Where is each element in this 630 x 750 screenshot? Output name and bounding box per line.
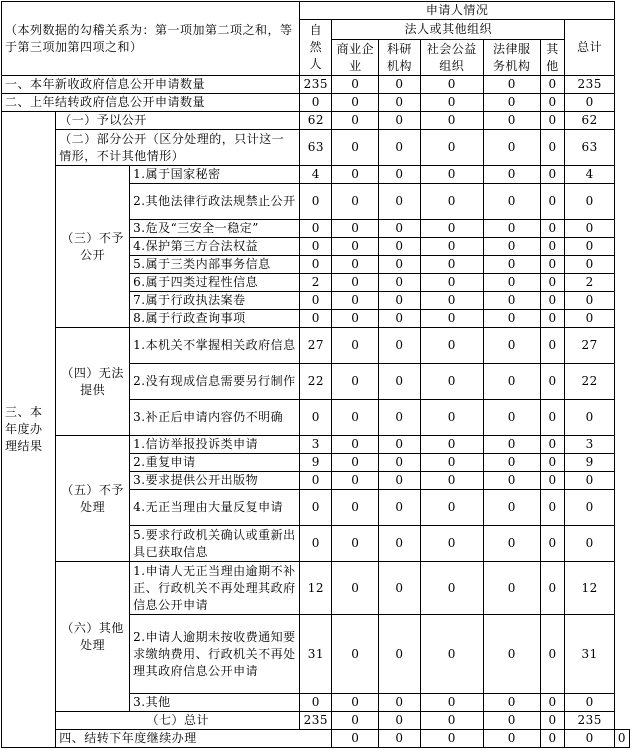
value-cell: 0 [420,328,483,364]
value-cell: 0 [565,292,614,310]
value-cell: 0 [565,220,614,238]
sub-item-label: 6.属于四类过程性信息 [130,274,300,292]
value-cell: 0 [420,526,483,562]
value-cell: 0 [379,256,420,274]
value-cell: 0 [483,730,540,748]
value-cell: 27 [300,328,332,364]
table-row [2,112,630,130]
value-cell: 0 [420,694,483,712]
value-cell: 0 [565,400,614,436]
sub-item-label: 5.属于三类内部事务信息 [130,256,300,274]
value-cell: 0 [540,166,565,184]
value-cell: 0 [483,238,540,256]
value-cell: 0 [300,238,332,256]
value-cell: 31 [565,615,614,694]
value-cell: 0 [332,712,379,730]
value-cell: 0 [483,274,540,292]
sub-item-label: 2.重复申请 [130,454,300,472]
sub-item-label: 4.无正当理由大量反复申请 [130,490,300,526]
value-cell: 2 [565,274,614,292]
value-cell: 0 [379,184,420,220]
value-cell: 0 [483,490,540,526]
header-legal-group: 法人或其他组织 [332,20,565,40]
value-cell: 0 [540,112,565,130]
value-cell: 0 [300,256,332,274]
value-cell: 0 [483,694,540,712]
value-cell: 0 [332,490,379,526]
sub-item-label: 3.补正后申请内容仍不明确 [130,400,300,436]
header-commercial: 商业企业 [332,40,379,76]
value-cell: 3 [300,436,332,454]
sub-item-label: 1.信访举报投诉类申请 [130,436,300,454]
value-cell: 0 [540,328,565,364]
value-cell: 0 [332,238,379,256]
sub-item-label: 3.要求提供公开出版物 [130,472,300,490]
value-cell: 0 [420,220,483,238]
value-cell: 0 [379,712,420,730]
header-social: 社会公益组织 [420,40,483,76]
value-cell: 0 [483,400,540,436]
row-label-carry-next: 四、结转下年度继续办理 [56,730,332,748]
table-row [2,328,630,364]
value-cell: 0 [540,292,565,310]
header-note: （本列数据的勾稽关系为：第一项加第二项之和，等于第三项加第四项之和） [2,2,300,76]
value-cell: 4 [300,166,332,184]
value-cell: 12 [300,562,332,615]
value-cell: 0 [332,454,379,472]
table-row [2,166,630,184]
value-cell: 0 [379,130,420,166]
value-cell: 0 [300,310,332,328]
value-cell: 0 [565,184,614,220]
value-cell: 0 [540,400,565,436]
value-cell: 0 [540,562,565,615]
value-cell: 0 [420,94,483,112]
value-cell: 0 [420,184,483,220]
value-cell: 0 [540,730,565,748]
value-cell: 0 [540,364,565,400]
value-cell: 0 [379,526,420,562]
table-row [2,730,630,748]
value-cell: 0 [332,184,379,220]
value-cell: 0 [379,694,420,712]
value-cell: 0 [379,364,420,400]
row-label-r1: （一）予以公开 [56,112,300,130]
header-research: 科研机构 [379,40,420,76]
sub-item-label: 1.申请人无正当理由逾期不补正、行政机关不再处理其政府信息公开申请 [130,562,300,615]
value-cell: 0 [332,112,379,130]
value-cell: 0 [379,112,420,130]
value-cell: 0 [300,472,332,490]
value-cell: 12 [565,562,614,615]
value-cell: 0 [420,76,483,94]
row-label-r7: （七）总计 [56,712,300,730]
value-cell: 0 [420,310,483,328]
value-cell: 0 [540,454,565,472]
value-cell: 0 [483,220,540,238]
value-cell: 0 [332,562,379,615]
value-cell: 0 [483,76,540,94]
value-cell: 0 [420,472,483,490]
value-cell: 0 [300,694,332,712]
value-cell: 0 [332,436,379,454]
value-cell: 63 [300,130,332,166]
value-cell: 0 [332,310,379,328]
value-cell: 0 [420,562,483,615]
sub-item-label: 3.其他 [130,694,300,712]
value-cell: 0 [540,274,565,292]
value-cell: 0 [379,615,420,694]
value-cell: 0 [420,712,483,730]
value-cell: 0 [300,184,332,220]
value-cell: 0 [540,130,565,166]
value-cell: 0 [540,238,565,256]
value-cell: 0 [332,400,379,436]
value-cell: 0 [379,220,420,238]
value-cell: 0 [379,472,420,490]
value-cell: 0 [300,292,332,310]
value-cell: 0 [420,454,483,472]
table-row [2,94,630,112]
table-row [2,562,630,615]
value-cell: 0 [540,94,565,112]
value-cell: 235 [565,712,614,730]
value-cell: 0 [540,526,565,562]
value-cell: 0 [483,94,540,112]
value-cell: 31 [300,615,332,694]
header-other: 其他 [540,40,565,76]
value-cell: 0 [332,292,379,310]
value-cell: 0 [379,292,420,310]
value-cell: 63 [565,130,614,166]
value-cell: 0 [483,130,540,166]
group-label-s4: （四）无法提供 [56,328,130,436]
value-cell: 3 [565,436,614,454]
value-cell: 0 [483,472,540,490]
value-cell: 0 [565,730,614,748]
value-cell: 0 [332,76,379,94]
value-cell: 0 [483,328,540,364]
sub-item-label: 8.属于行政查询事项 [130,310,300,328]
value-cell: 27 [565,328,614,364]
value-cell: 0 [420,238,483,256]
row-label-r2: （二）部分公开（区分处理的，只计这一情形，不计其他情形） [56,130,300,166]
value-cell: 0 [332,730,379,748]
value-cell: 0 [420,730,483,748]
value-cell: 0 [379,274,420,292]
value-cell: 0 [540,76,565,94]
value-cell: 0 [332,256,379,274]
table-row [2,130,630,166]
value-cell: 0 [540,694,565,712]
value-cell: 0 [332,166,379,184]
value-cell: 0 [332,220,379,238]
value-cell: 0 [483,112,540,130]
sub-item-label: 2.其他法律行政法规禁止公开 [130,184,300,220]
value-cell: 0 [300,400,332,436]
value-cell: 0 [540,256,565,274]
value-cell: 0 [332,615,379,694]
value-cell: 0 [332,94,379,112]
value-cell: 0 [614,730,629,748]
row-label-carried-in: 二、上年结转政府信息公开申请数量 [2,94,300,112]
value-cell: 0 [300,490,332,526]
value-cell: 0 [565,238,614,256]
value-cell: 0 [483,184,540,220]
value-cell: 0 [379,76,420,94]
sub-item-label: 3.危及“三安全一稳定” [130,220,300,238]
value-cell: 235 [300,76,332,94]
value-cell: 0 [540,490,565,526]
value-cell: 0 [420,112,483,130]
value-cell: 0 [379,730,420,748]
value-cell: 0 [420,436,483,454]
sub-item-label: 7.属于行政执法案卷 [130,292,300,310]
value-cell: 0 [332,328,379,364]
value-cell: 235 [300,712,332,730]
value-cell: 9 [300,454,332,472]
value-cell: 0 [332,472,379,490]
value-cell: 0 [540,436,565,454]
section-results-label: 三、本年度办理结果 [2,112,56,748]
header-applicant: 申请人情况 [300,2,614,20]
value-cell: 0 [483,454,540,472]
value-cell: 0 [540,712,565,730]
table-row [2,76,630,94]
value-cell: 0 [332,694,379,712]
value-cell: 0 [379,328,420,364]
value-cell: 0 [483,526,540,562]
header-total: 总计 [565,20,614,76]
value-cell: 0 [483,364,540,400]
value-cell: 0 [420,130,483,166]
sub-item-label: 1.属于国家秘密 [130,166,300,184]
value-cell: 0 [483,436,540,454]
value-cell: 0 [565,490,614,526]
value-cell: 0 [565,94,614,112]
value-cell: 0 [420,400,483,436]
statistics-table [1,1,630,748]
value-cell: 22 [300,364,332,400]
header-legal-service: 法律服务机构 [483,40,540,76]
value-cell: 2 [300,274,332,292]
value-cell: 62 [300,112,332,130]
value-cell: 0 [483,256,540,274]
value-cell: 0 [332,364,379,400]
value-cell: 0 [483,562,540,615]
value-cell: 0 [420,292,483,310]
value-cell: 0 [379,562,420,615]
value-cell: 0 [483,292,540,310]
value-cell: 0 [332,274,379,292]
value-cell: 235 [565,76,614,94]
group-label-s3: （三）不予公开 [56,166,130,328]
value-cell: 0 [379,94,420,112]
value-cell: 0 [379,436,420,454]
value-cell: 0 [379,166,420,184]
table-row [2,712,630,730]
group-label-s5: （五）不予处理 [56,436,130,562]
value-cell: 0 [540,184,565,220]
value-cell: 0 [379,400,420,436]
value-cell: 0 [565,472,614,490]
header-natural: 自然人 [300,20,332,76]
value-cell: 0 [420,615,483,694]
row-label-new-requests: 一、本年新收政府信息公开申请数量 [2,76,300,94]
value-cell: 0 [420,166,483,184]
value-cell: 0 [420,256,483,274]
value-cell: 9 [565,454,614,472]
value-cell: 22 [565,364,614,400]
value-cell: 0 [540,310,565,328]
value-cell: 0 [483,166,540,184]
value-cell: 0 [420,274,483,292]
value-cell: 0 [540,472,565,490]
value-cell: 0 [565,526,614,562]
value-cell: 0 [379,454,420,472]
sub-item-label: 1.本机关不掌握相关政府信息 [130,328,300,364]
value-cell: 0 [483,615,540,694]
value-cell: 0 [300,220,332,238]
sub-item-label: 5.要求行政机关确认或重新出具已获取信息 [130,526,300,562]
value-cell: 0 [379,238,420,256]
value-cell: 4 [565,166,614,184]
sub-item-label: 2.没有现成信息需要另行制作 [130,364,300,400]
value-cell: 0 [565,256,614,274]
sub-item-label: 2.申请人逾期未按收费通知要求缴纳费用、行政机关不再处理其政府信息公开申请 [130,615,300,694]
value-cell: 0 [420,364,483,400]
table-row [2,436,630,454]
value-cell: 0 [300,526,332,562]
value-cell: 0 [379,310,420,328]
value-cell: 0 [540,615,565,694]
value-cell: 0 [483,310,540,328]
group-label-s6: （六）其他处理 [56,562,130,712]
value-cell: 0 [379,490,420,526]
value-cell: 0 [483,712,540,730]
value-cell: 0 [332,130,379,166]
value-cell: 0 [565,310,614,328]
value-cell: 0 [332,526,379,562]
sub-item-label: 4.保护第三方合法权益 [130,238,300,256]
value-cell: 0 [565,694,614,712]
value-cell: 62 [565,112,614,130]
value-cell: 0 [300,94,332,112]
value-cell: 0 [420,490,483,526]
value-cell: 0 [540,220,565,238]
